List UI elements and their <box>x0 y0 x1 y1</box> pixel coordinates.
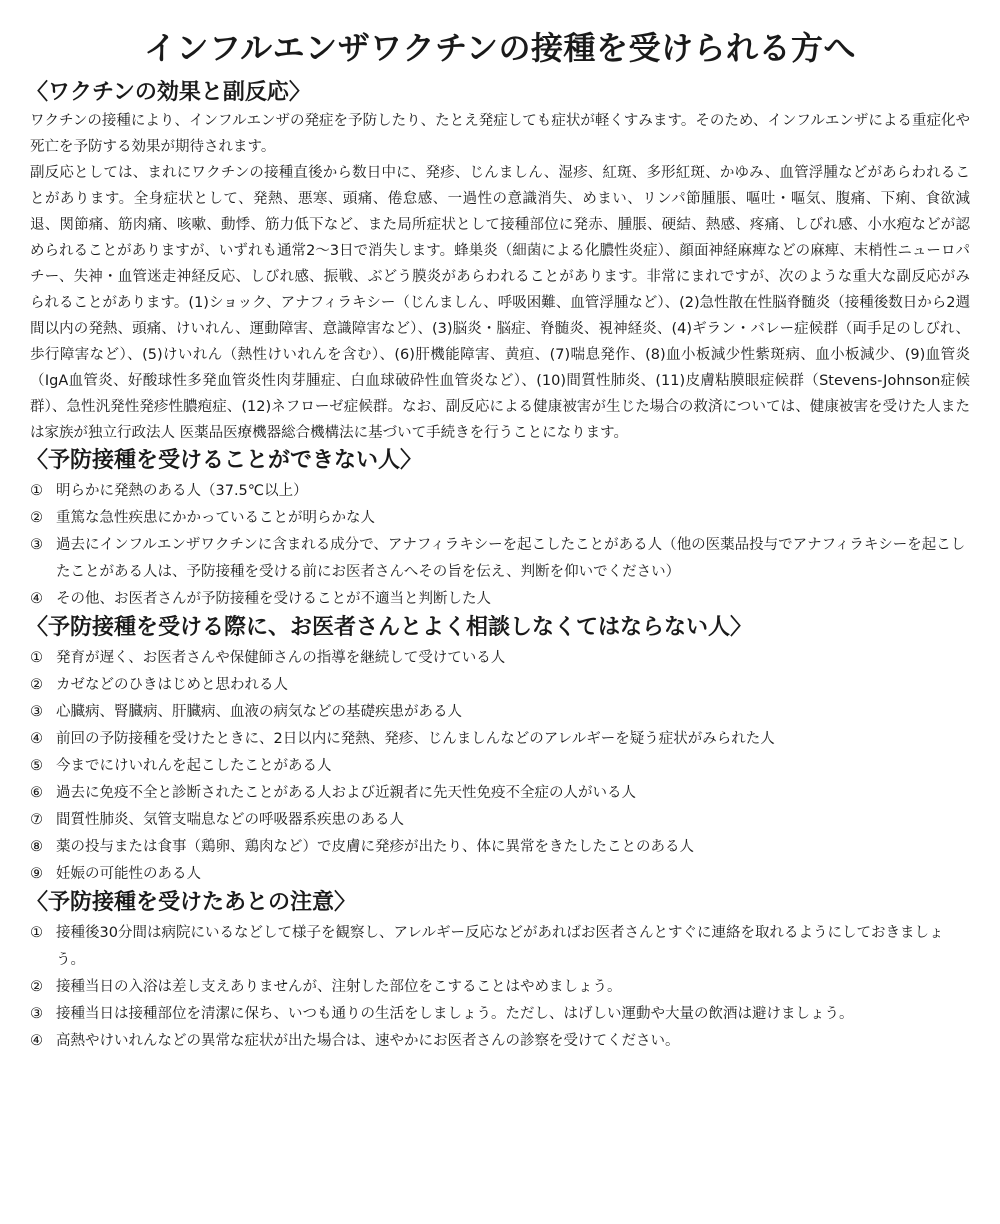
list-item <box>30 807 970 834</box>
item-text: 接種当日の入浴は差し支えありませんが、注射した部位をこすることはやめましょう。 <box>56 979 622 995</box>
section-vaccine-effects <box>26 78 970 446</box>
list-item <box>30 645 970 672</box>
list-item <box>30 726 970 753</box>
item-text: 接種後30分間は病院にいるなどして様子を観察し、アレルギー反応などがあればお医者さんとすぐに連絡を取れるようにしておきましょう。 <box>56 925 944 968</box>
section-heading: 〈予防接種を受ける際に、お医者さんとよく相談しなくてはならない人〉 <box>26 615 753 640</box>
item-number: ② <box>30 677 43 693</box>
item-text: カゼなどのひきはじめと思われる人 <box>56 677 288 693</box>
list-item <box>30 920 970 974</box>
list-item <box>30 672 970 699</box>
item-number: ④ <box>30 731 43 747</box>
item-text: 薬の投与または食事（鶏卵、鶏肉など）で皮膚に発疹が出たり、体に異常をきたしたことのある人 <box>56 839 694 855</box>
document-page <box>26 28 970 1055</box>
list-item <box>30 478 970 505</box>
item-number: ① <box>30 483 43 499</box>
list-item <box>30 861 970 888</box>
list-item <box>30 505 970 532</box>
item-number: ② <box>30 979 43 995</box>
item-text: 重篤な急性疾患にかかっていることが明らかな人 <box>56 510 375 526</box>
item-number: ⑥ <box>30 785 43 801</box>
item-text: 過去に免疫不全と診断されたことがある人および近親者に先天性免疫不全症の人がいる人 <box>56 785 636 801</box>
item-text: 過去にインフルエンザワクチンに含まれる成分で、アナフィラキシーを起こしたことがある人（他の医薬品投与でアナフィラキシーを起こしたことがある人は、予防接種を受ける前にお医者さんへその旨を伝え、判断を仰いでください） <box>56 537 966 580</box>
item-number: ⑦ <box>30 812 43 828</box>
item-number: ⑧ <box>30 839 43 855</box>
item-text: 間質性肺炎、気管支喘息などの呼吸器系疾患のある人 <box>56 812 404 828</box>
after-vaccination-list <box>30 920 970 1055</box>
item-number: ⑨ <box>30 866 43 882</box>
item-text: 今までにけいれんを起こしたことがある人 <box>56 758 332 774</box>
list-item <box>30 1001 970 1028</box>
consult-doctor-list <box>30 645 970 888</box>
section-heading: 〈ワクチンの効果と副反応〉 <box>26 80 311 105</box>
item-text: 妊娠の可能性のある人 <box>56 866 201 882</box>
effects-paragraph: ワクチンの接種により、インフルエンザの発症を予防したり、たとえ発症しても症状が軽くすみます。そのため、インフルエンザによる重症化や死亡を予防する効果が期待されます。 <box>30 113 970 155</box>
item-number: ④ <box>30 1033 43 1049</box>
item-text: 高熱やけいれんなどの異常な症状が出た場合は、速やかにお医者さんの診察を受けてください。 <box>56 1033 680 1049</box>
item-number: ④ <box>30 591 43 607</box>
item-text: 発育が遅く、お医者さんや保健師さんの指導を継続して受けている人 <box>56 650 506 666</box>
item-text: 前回の予防接種を受けたときに、2日以内に発熱、発疹、じんましんなどのアレルギーを疑う症状がみられた人 <box>56 731 775 747</box>
item-number: ③ <box>30 537 43 553</box>
item-text: その他、お医者さんが予防接種を受けることが不適当と判断した人 <box>56 591 491 607</box>
page-title: インフルエンザワクチンの接種を受けられる方へ <box>143 29 857 67</box>
item-text: 接種当日は接種部位を清潔に保ち、いつも通りの生活をしましょう。ただし、はげしい運動や大量の飲酒は避けましょう。 <box>56 1006 854 1022</box>
side-effects-paragraph: 副反応としては、まれにワクチンの接種直後から数日中に、発疹、じんましん、湿疹、紅斑、多形紅斑、かゆみ、血管浮腫などがあらわれることがあります。全身症状として、発熱、悪寒、頭痛、倦怠感、一過性の意識消失、めまい、リンパ節腫脹、嘔吐・嘔気、腹痛、下痢、食欲減退、関節痛、筋肉痛、咳嗽、動悸、筋力低下など、また局所症状として接種部位に発赤、腫脹、硬結、熱感、疼痛、しびれ感、小水疱などが認められることがありますが、いずれも通常2〜3日で消失します。蜂巣炎（細菌による化膿性炎症）、顔面神経麻痺などの麻痺、末梢性ニューロパチー、失神・血管迷走神経反応、しびれ感、振戦、ぶどう膜炎があらわれることがあります。非常にまれですが、次のような重大な副反応がみられることがあります。(1)ショック、アナフィラキシー（じんましん、呼吸困難、血管浮腫など）、(2)急性散在性脳脊髄炎（接種後数日から2週間以内の発熱、頭痛、けいれん、運動障害、意識障害など）、(3)脳炎・脳症、脊髄炎、視神経炎、(4)ギラン・バレー症候群（両手足のしびれ、歩行障害など）、(5)けいれん（熱性けいれんを含む）、(6)肝機能障害、黄疸、(7)喘息発作、(8)血小板減少性紫斑病、血小板減少、(9)血管炎（IgA血管炎、好酸球性多発血管炎性肉芽腫症、白血球破砕性血管炎など）、(10)間質性肺炎、(11)皮膚粘膜眼症候群（Stevens-Johnson症候群）、急性汎発性発疹性膿疱症、(12)ネフローゼ症候群。なお、副反応による健康被害が生じた場合の救済については、健康被害を受けた人または家族が独立行政法人 医薬品医療機器総合機構法に基づいて手続きを行うことになります。 <box>30 165 970 441</box>
section-consult-doctor <box>26 613 970 888</box>
item-number: ⑤ <box>30 758 43 774</box>
list-item <box>30 753 970 780</box>
list-item <box>30 974 970 1001</box>
item-number: ① <box>30 925 43 941</box>
item-number: ③ <box>30 1006 43 1022</box>
section-cannot-vaccinate <box>26 446 970 613</box>
section-heading: 〈予防接種を受けることができない人〉 <box>26 448 423 473</box>
list-item <box>30 586 970 613</box>
item-text: 心臓病、腎臓病、肝臓病、血液の病気などの基礎疾患がある人 <box>56 704 462 720</box>
item-text: 明らかに発熱のある人（37.5℃以上） <box>56 483 308 499</box>
item-number: ① <box>30 650 43 666</box>
cannot-vaccinate-list <box>30 478 970 613</box>
list-item <box>30 780 970 807</box>
section-heading: 〈予防接種を受けたあとの注意〉 <box>26 890 357 915</box>
list-item <box>30 834 970 861</box>
section-after-vaccination <box>26 888 970 1055</box>
list-item <box>30 699 970 726</box>
list-item <box>30 532 970 586</box>
item-number: ③ <box>30 704 43 720</box>
item-number: ② <box>30 510 43 526</box>
list-item <box>30 1028 970 1055</box>
